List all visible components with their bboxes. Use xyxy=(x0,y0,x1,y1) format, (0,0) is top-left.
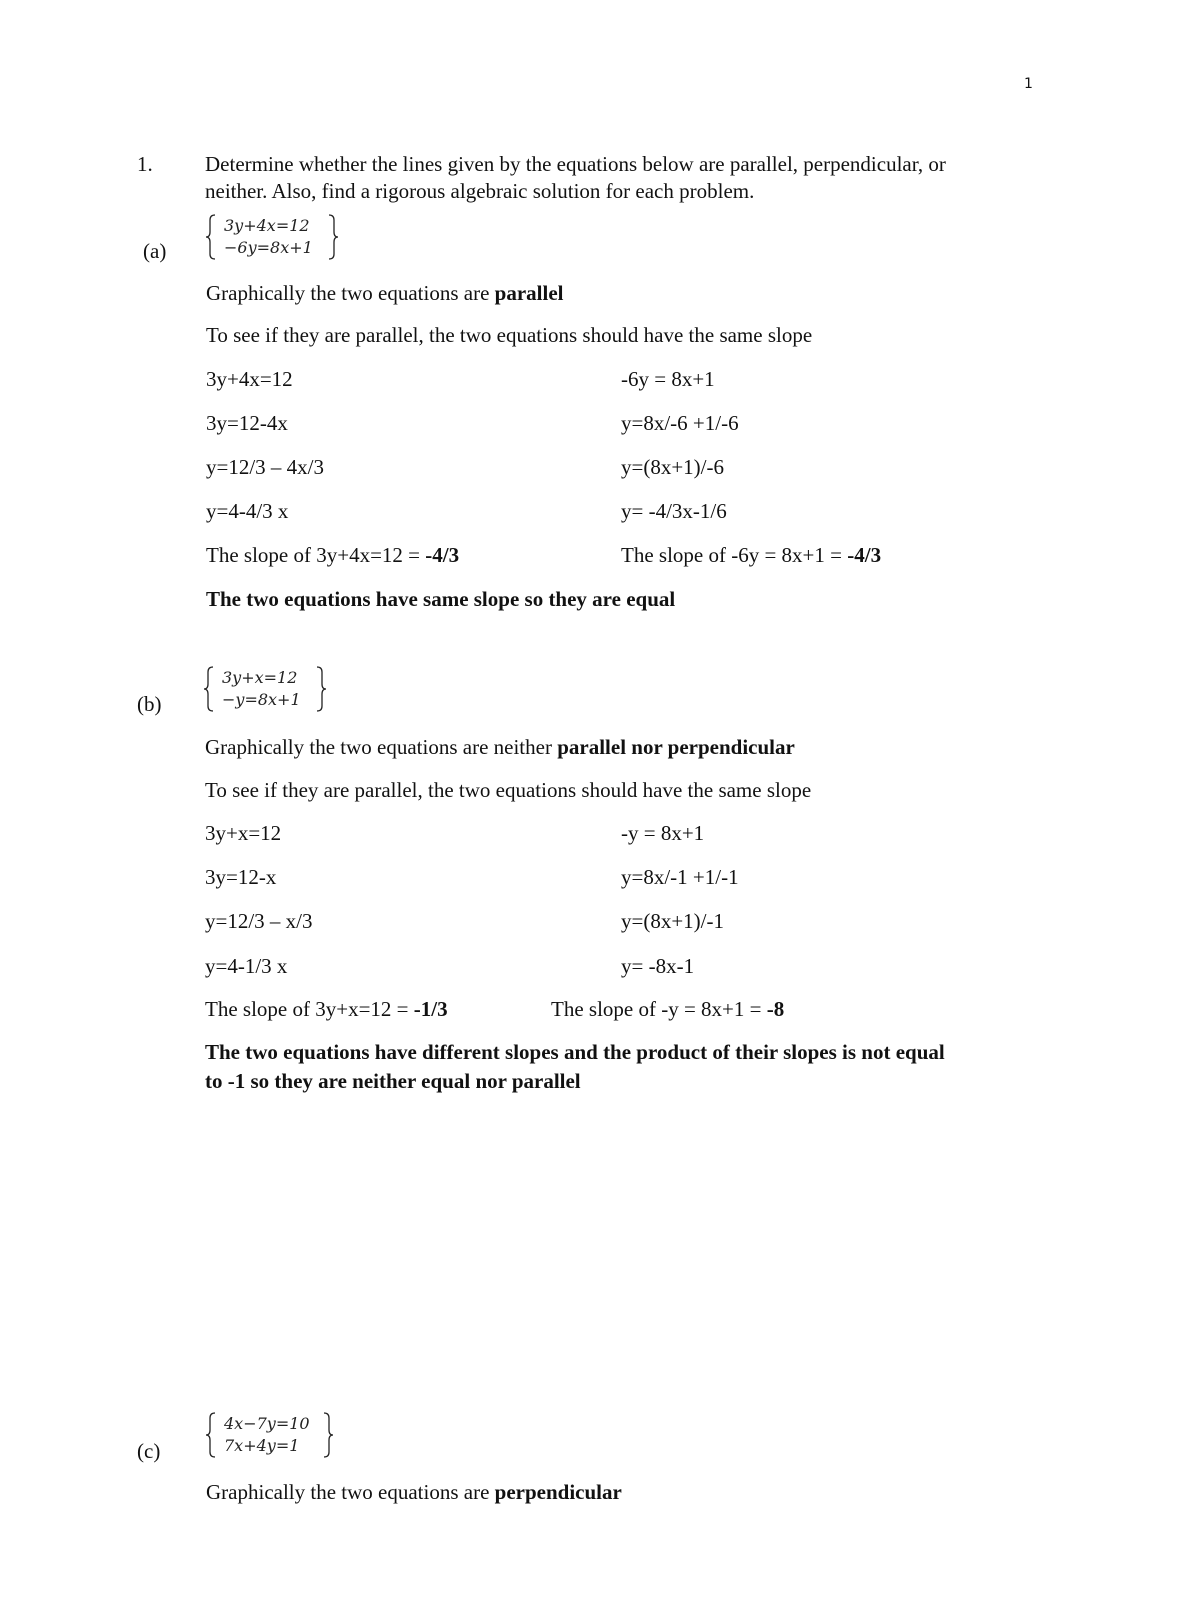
part-a-label: (a) xyxy=(143,239,167,263)
part-b-slope-left: The slope of 3y+x=12 = -1/3 xyxy=(205,997,448,1021)
part-a-left-step-4: y=4-4/3 x xyxy=(206,499,289,523)
part-b-equation-system xyxy=(204,666,329,712)
part-b-right-step-1: -y = 8x+1 xyxy=(621,821,705,845)
part-c-equation-system xyxy=(206,1412,336,1458)
part-b-left-step-4: y=4-1/3 x xyxy=(205,954,288,978)
part-a-slope-left: The slope of 3y+4x=12 = -4/3 xyxy=(206,543,460,567)
part-a-conclusion: The two equations have same slope so they are equal xyxy=(206,587,676,611)
part-b-conclusion-line-1: The two equations have different slopes and the product of their slopes is not equal xyxy=(205,1040,945,1064)
left-brace-icon xyxy=(204,666,214,712)
part-a-graphical-statement: Graphically the two equations are parallel xyxy=(206,281,564,305)
part-a-slope-right: The slope of -6y = 8x+1 = -4/3 xyxy=(621,543,882,567)
part-a-equation-system xyxy=(206,214,341,260)
right-brace-icon xyxy=(323,1412,333,1458)
part-a-right-step-4: y= -4/3x-1/6 xyxy=(621,499,727,523)
right-brace-icon xyxy=(316,666,326,712)
part-c-graphical-statement: Graphically the two equations are perpendicular xyxy=(206,1480,622,1504)
system-equation-1: 4x−7y=10 xyxy=(224,1414,310,1433)
part-a-right-step-3: y=(8x+1)/-6 xyxy=(621,455,725,479)
part-b-right-step-2: y=8x/-1 +1/-1 xyxy=(621,865,739,889)
part-b-intro: To see if they are parallel, the two equations should have the same slope xyxy=(205,778,812,802)
question-text-line-1: Determine whether the lines given by the equations below are parallel, perpendicular, or xyxy=(205,152,946,176)
question-number: 1. xyxy=(137,152,153,176)
part-b-slope-right: The slope of -y = 8x+1 = -8 xyxy=(551,997,785,1021)
right-brace-icon xyxy=(328,214,338,260)
part-b-graphical-statement: Graphically the two equations are neither parallel nor perpendicular xyxy=(205,735,795,759)
part-a-right-step-1: -6y = 8x+1 xyxy=(621,367,715,391)
part-b-right-step-4: y= -8x-1 xyxy=(621,954,695,978)
left-brace-icon xyxy=(206,1412,216,1458)
part-a-intro: To see if they are parallel, the two equations should have the same slope xyxy=(206,323,813,347)
part-b-right-step-3: y=(8x+1)/-1 xyxy=(621,909,725,933)
part-a-left-step-2: 3y=12-4x xyxy=(206,411,288,435)
system-equation-1: 3y+4x=12 xyxy=(224,216,310,235)
part-c-label: (c) xyxy=(137,1439,161,1463)
part-b-left-step-1: 3y+x=12 xyxy=(205,821,282,845)
system-equation-2: −6y=8x+1 xyxy=(224,238,313,257)
left-brace-icon xyxy=(206,214,216,260)
part-a-right-step-2: y=8x/-6 +1/-6 xyxy=(621,411,739,435)
system-equation-2: 7x+4y=1 xyxy=(224,1436,300,1455)
part-b-label: (b) xyxy=(137,692,162,716)
part-a-left-step-3: y=12/3 – 4x/3 xyxy=(206,455,325,479)
part-b-conclusion-line-2: to -1 so they are neither equal nor parallel xyxy=(205,1069,581,1093)
system-equation-2: −y=8x+1 xyxy=(222,690,301,709)
part-b-left-step-2: 3y=12-x xyxy=(205,865,277,889)
part-b-left-step-3: y=12/3 – x/3 xyxy=(205,909,313,933)
system-equation-1: 3y+x=12 xyxy=(222,668,298,687)
page-number: 1 xyxy=(1024,76,1033,92)
part-a-left-step-1: 3y+4x=12 xyxy=(206,367,293,391)
question-text-line-2: neither. Also, find a rigorous algebraic solution for each problem. xyxy=(205,179,755,203)
